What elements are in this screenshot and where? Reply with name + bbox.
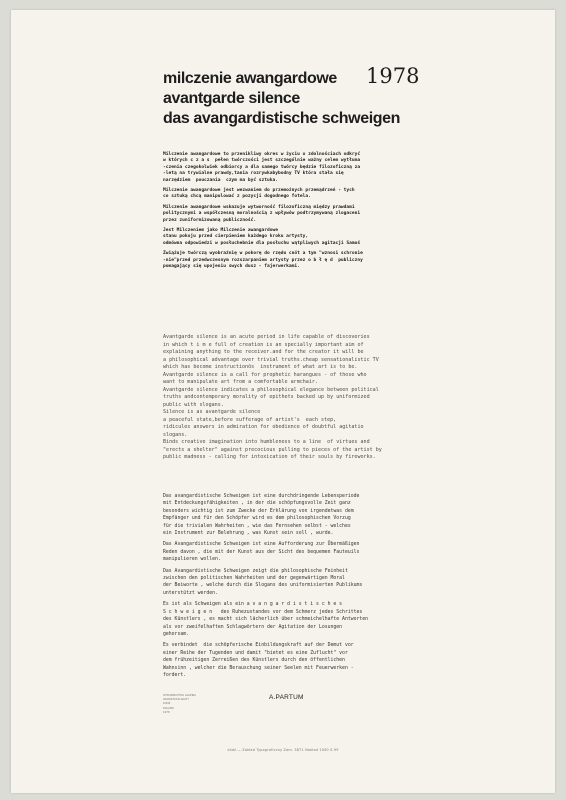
- title-polish: milczenie awangardowe: [163, 70, 337, 87]
- english-paragraph: Avantgarde silence indicates a philosophical elegance between political truths andcontemporary morality of epithets backed up by uniformized public with slogans.: [163, 386, 379, 408]
- polish-paragraph: Milczenie awangardowe wskazuje wytworność filozoficzną między prawdami politycznymi a współczesną moralnością z wpływów podtrzymywaną zlogaceni przez zuniformizowaną publiczność.: [163, 204, 361, 223]
- publisher-line: 1978: [163, 710, 170, 714]
- publisher-line: WARSZTAT-PLAKATY: [163, 698, 189, 702]
- polish-paragraph: Milczenie awangardowe to przenikliwy okres w życiu o zdolnościach odkryć w których c z a s pełen twórczości jest szczególnie ważny celem wytłuma -czenia czegokolwiek odbiorcy a dla samego twórcy będzie filozoficzną za -letą na trywialne prawdy,tania rozrywkabybodny TV która stała się narzędziem pouczania czym ma być sztuka.: [163, 152, 361, 183]
- title-german: das avangardistische schweigen: [163, 110, 400, 127]
- polish-paragraph: Milczenie awangardowe jest wezwaniem do przemożnych przemądrzeń - tych co sztuką chcą manipulować z pozycji dogodnego fotela.: [163, 188, 355, 200]
- english-text-block: [163, 334, 443, 462]
- year-label: 1978: [366, 64, 420, 88]
- publisher-line: ŁÓDŹ: [163, 702, 171, 706]
- poster-sheet: [11, 10, 555, 793]
- german-paragraph: Das Avangardistische Schweigen ist eine Aufforderung zur Übermäßigen Reden davon , die mit der Kunst aus der Sicht des bequemen Fauteuils manipulieren wollen.: [163, 542, 360, 563]
- german-paragraph: Das avangardistische Schweigen ist eine durchdringende Lebensperiode mit Entdeckungsfähigkeiten , in der die schöpfungsvolle Zeit ganz besonders wichtig ist zum Zwecke der Erklärung von irgendetwas dem Empfänger und für den Schöpfer wird es dem philosophischen Vorzug für die trivialen Wahrheiten , wie das Fernsehen selbst - welches ein Instrument zur Belehrung , was Kunst sein soll , wurde.: [163, 494, 360, 537]
- english-paragraph: Avantgarde silence is an acute period in life capable of discoveries in which t i m e full of creation is an specially important aim of explaining anything to the receiver.and for the creator it will be a philosophical advantage over trivial truths.cheap sensationalistic TV which has become instructionös instrument of what art is to be.: [163, 334, 379, 370]
- german-paragraph: Es ist als Schweigen als ein a v a n g a r d i s t i s c h e s S c h w e i g e n des Ruhezustandes vor dem Schmerz jedes Schrittes des Künstlers , es macht sich lächerlich über schmeichelhafte Antworten als vor zweifelhaften Schlagwörtern der Agitation der Losungen gehorsam.: [163, 602, 369, 637]
- german-paragraph: Es verbindet die schöpferische Einbildungskraft auf der Demut vor einer Reihe der Tugenden und damit "bietet es eine Zuflucht" vor dem frühzeitigen Zerreißen des Künstlers durch den öffentlichen Wahnsinn , welcher die Berauschung seiner Seelen mit Feuerwerken - fordert.: [163, 643, 354, 678]
- publisher-line: POLAND: [163, 706, 174, 710]
- english-paragraph: Silence is as avantgarde silence a peaceful state,before sufferage of artist's each step, ridicules answers in admiration for obedience of doubtful agitatio slogans.: [163, 409, 364, 438]
- polish-paragraph: Zwiążuje twórczą wyobraźnię w pokorę do rzędu cnót a tym "wznosi schronie -nie"przed przedwczesnym rozszarpaniem artysty przez o b ł ę d publiczny pomagający się upojeniu swych dusz - fajerwerkami.: [163, 251, 363, 270]
- publisher-imprint: [163, 694, 243, 715]
- german-text-block: [163, 493, 443, 683]
- print-footer: Łódź — Zakład Typograficzny Zam. 3871 Nakład 1000 S-99: [227, 748, 339, 752]
- title-english: avantgarde silence: [163, 90, 300, 107]
- polish-paragraph: Jest Milczeniem jako Milczenie awangardowe stanu pokoju przed cierpieniem każdego kroku artysty, odmówna odpowiedzi w posłuchebnie dla posłuchu wątpliwych agitacji Samoś: [163, 228, 361, 246]
- polish-text-block: [163, 152, 443, 275]
- german-paragraph: Das Avangardistische Schweigen zeigt die philosophische Feinheit zwischen den politischen Wahrheiten und der gegenwärtigen Moral der Beiworte , welche durch die Slogans des uniformisierten Publikums unterstützt werden.: [163, 568, 363, 596]
- author-signature: A.PARTUM: [269, 694, 304, 701]
- english-paragraph: Avantgarde silence is a call for prophetic harangues - of those who want to manipulate art from a comfortable armchair.: [163, 371, 367, 385]
- publisher-line: WYDAWNICTWO GALERIA: [163, 694, 197, 697]
- english-paragraph: Binds creative imagination into humbleness to a line of virtues and "erects a shelter" against precocious pulling to pieces of the artist by public madness - calling for intoxication of their souls by fireworks.: [163, 439, 382, 460]
